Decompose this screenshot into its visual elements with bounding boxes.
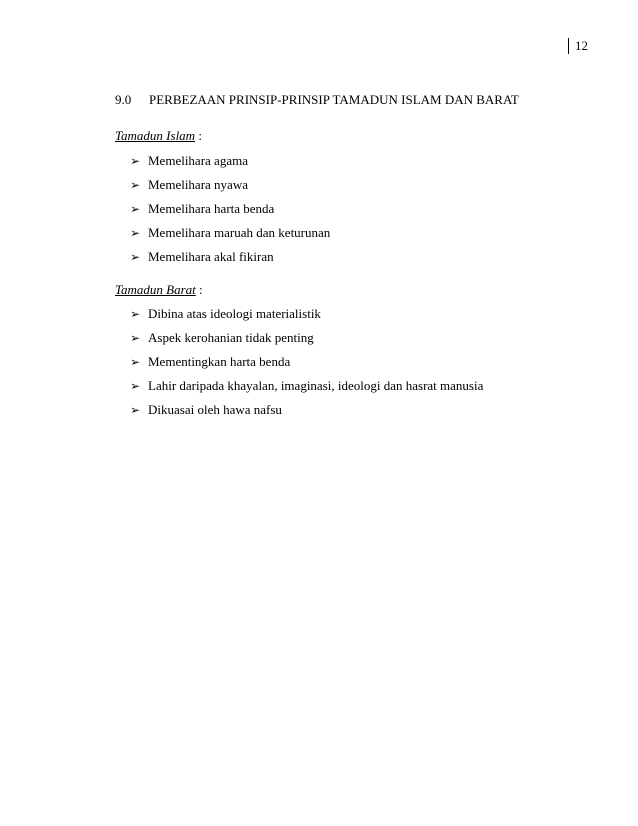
list-item-text: Memelihara agama [148, 153, 248, 168]
block-title-tamadun-islam [115, 128, 202, 144]
section-heading [115, 92, 519, 108]
list-item [130, 177, 330, 193]
list-item-text: Memelihara nyawa [148, 177, 248, 192]
arrowhead-bullet-icon: ➢ [130, 403, 141, 417]
list-item-text: Memelihara akal fikiran [148, 249, 274, 264]
list-item-text: Memelihara harta benda [148, 201, 275, 216]
arrowhead-bullet-icon: ➢ [130, 250, 141, 264]
list-item-text: Mementingkan harta benda [148, 354, 291, 369]
block-title-colon: : [195, 128, 202, 143]
list-item [130, 330, 483, 346]
arrowhead-bullet-icon: ➢ [130, 154, 141, 168]
arrowhead-bullet-icon: ➢ [130, 307, 141, 321]
list-item-text: Memelihara maruah dan keturunan [148, 225, 331, 240]
arrowhead-bullet-icon: ➢ [130, 379, 141, 393]
list-item [130, 306, 483, 322]
list-item [130, 249, 330, 265]
block-title-text: Tamadun Barat [115, 282, 196, 297]
list-item-text: Dikuasai oleh hawa nafsu [148, 402, 282, 417]
list-item [130, 378, 483, 394]
arrowhead-bullet-icon: ➢ [130, 178, 141, 192]
arrowhead-bullet-icon: ➢ [130, 355, 141, 369]
list-tamadun-barat [130, 306, 483, 426]
list-item [130, 354, 483, 370]
section-number: 9.0 [115, 92, 132, 107]
list-item [130, 153, 330, 169]
block-title-text: Tamadun Islam [115, 128, 196, 143]
list-item [130, 201, 330, 217]
arrowhead-bullet-icon: ➢ [130, 331, 141, 345]
section-title: PERBEZAAN PRINSIP-PRINSIP TAMADUN ISLAM DAN BARAT [149, 92, 519, 107]
page-number: 12 [568, 38, 588, 54]
block-title-colon: : [195, 282, 203, 297]
arrowhead-bullet-icon: ➢ [130, 226, 141, 240]
list-item-text: Aspek kerohanian tidak penting [148, 330, 314, 345]
list-tamadun-islam [130, 153, 330, 273]
list-item-text: Dibina atas ideologi materialistik [148, 306, 321, 321]
list-item [130, 402, 483, 418]
list-item-text: Lahir daripada khayalan, imaginasi, ideologi dan hasrat manusia [148, 378, 484, 393]
list-item [130, 225, 330, 241]
block-title-tamadun-barat [115, 282, 203, 298]
arrowhead-bullet-icon: ➢ [130, 202, 141, 216]
